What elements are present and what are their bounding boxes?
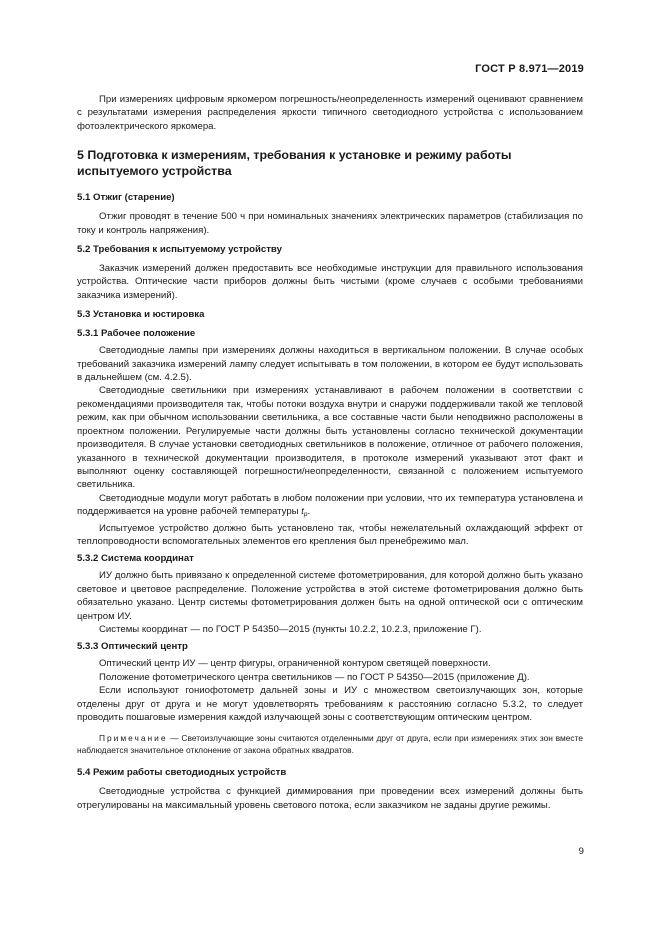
paragraph-3-text: Светодиодные модули могут работать в любом положении при условии, что их температура установлена и поддерживается на уровне рабочей температуры — [77, 492, 583, 518]
section-5-3-3-paragraph-3: Если используют гониофотометр дальней зоны и ИУ с множеством светоизлучающих зон, которые отделены друг от друга и не могут удовлетворять требованиям к расстоянию согласно 5.3.2, то следует проводить пошаговые измерения каждой излучающей зоны с соответствующим оптическим центром. — [77, 685, 583, 723]
note-label: Примечание — [99, 733, 168, 744]
page-content — [77, 93, 583, 812]
note — [77, 732, 583, 756]
section-5-3-1-heading: 5.3.1 Рабочее положение — [77, 328, 196, 340]
section-5-3-3-heading: 5.3.3 Оптический центр — [77, 641, 188, 653]
section-5-4-heading: 5.4 Режим работы светодиодных устройств — [77, 767, 287, 779]
section-5-heading: 5 Подготовка к измерениям, требования к установке и режиму работы испытуемого устройства — [77, 148, 512, 179]
section-5-3-2-heading: 5.3.2 Система координат — [77, 553, 194, 565]
section-5-3-1-paragraph-1: Светодиодные лампы при измерениях должны находиться в вертикальном положении. В случае особых требований заказчика измерений лампу следует испытывать в том положении, в котором ее будут использовать в дальнейшем (см. 4.2.5). — [77, 345, 583, 384]
standard-code: ГОСТ Р 8.971—2019 — [475, 63, 584, 75]
page-number: 9 — [578, 846, 584, 857]
intro-paragraph: При измерениях цифровым яркомером погрешность/неопределенность измерений оценивают сравнением с результатами измерения распределения яркости типичного светодиодного устройства с использованием фотоэлектрического яркомера. — [77, 94, 583, 132]
section-5-1-heading: 5.1 Отжиг (старение) — [77, 192, 175, 204]
section-5-3-2-paragraph-2: Системы координат — по ГОСТ Р 54350—2015 (пункты 10.2.2, 10.2.3, приложение Г). — [99, 623, 482, 635]
note-text: — Светоизлучающие зоны считаются отделенными друг от друга, если при измерениях этих зон вместе наблюдается значительное отклонение от закона обратных квадратов. — [77, 733, 583, 756]
section-5-2-paragraph: Заказчик измерений должен предоставить все необходимые инструкции для правильного использования устройства. Оптические части приборов должны быть чистыми (кроме случаев с особыми требованиями заказчика измерений). — [77, 263, 583, 301]
section-5-3-heading: 5.3 Установка и юстировка — [77, 309, 205, 321]
section-5-3-3-paragraph-2: Положение фотометрического центра светильников — по ГОСТ Р 54350—2015 (приложение Д). — [99, 671, 530, 683]
section-5-4-paragraph: Светодиодные устройства с функцией диммирования при проведении всех измерений должны быть отрегулированы на максимальный уровень светового потока, если заказчиком не заданы другие режимы. — [77, 786, 583, 811]
section-5-3-1-paragraph-4: Испытуемое устройство должно быть установлено так, чтобы нежелательный охлаждающий эффект от теплопроводности вспомогательных элементов его крепления был пренебрежимо мал. — [77, 522, 583, 547]
section-5-3-1-paragraph-2: Светодиодные светильники при измерениях устанавливают в рабочем положении в соответствии с рекомендациями производителя так, чтобы потоки воздуха внутри и снаружи поддерживали такой же тепловой режим, как при обычном использовании светильника, а все составные части были неподвижно расположены в проектном положении. Регулируемые части должны быть установлены согласно технической документации производителя. В случае установки светодиодных светильников в положение, отличное от рабочего положения, указанного в технической документации производителя, в протоколе измерений указывают этот факт и выполняют оценку составляющей погрешности/неопределенности, связанной с положением испытуемого светильника. — [77, 385, 583, 491]
paragraph-3-end: . — [307, 506, 311, 518]
section-5-3-1-paragraph-3 — [77, 492, 583, 522]
section-5-3-3-paragraph-1: Оптический центр ИУ — центр фигуры, ограниченной контуром светящей поверхности. — [99, 658, 491, 670]
section-5-3-2-paragraph-1: ИУ должно быть привязано к определенной системе фотометрирования, для которой должно быть указано световое и цветовое распределение. Положение устройства в этой системе фотометрирования должно быть обязательно указано. Центр системы фотометрирования должен быть на одной оптической оси с оптическим центром ИУ. — [77, 570, 583, 622]
temperature-symbol: t — [301, 506, 304, 518]
section-5-2-heading: 5.2 Требования к испытуемому устройству — [77, 244, 282, 256]
temperature-subscript: p — [303, 511, 308, 519]
section-5-1-paragraph: Отжиг проводят в течение 500 ч при номинальных значениях электрических параметров (стабилизация по току и контроль напряжения). — [77, 211, 583, 236]
